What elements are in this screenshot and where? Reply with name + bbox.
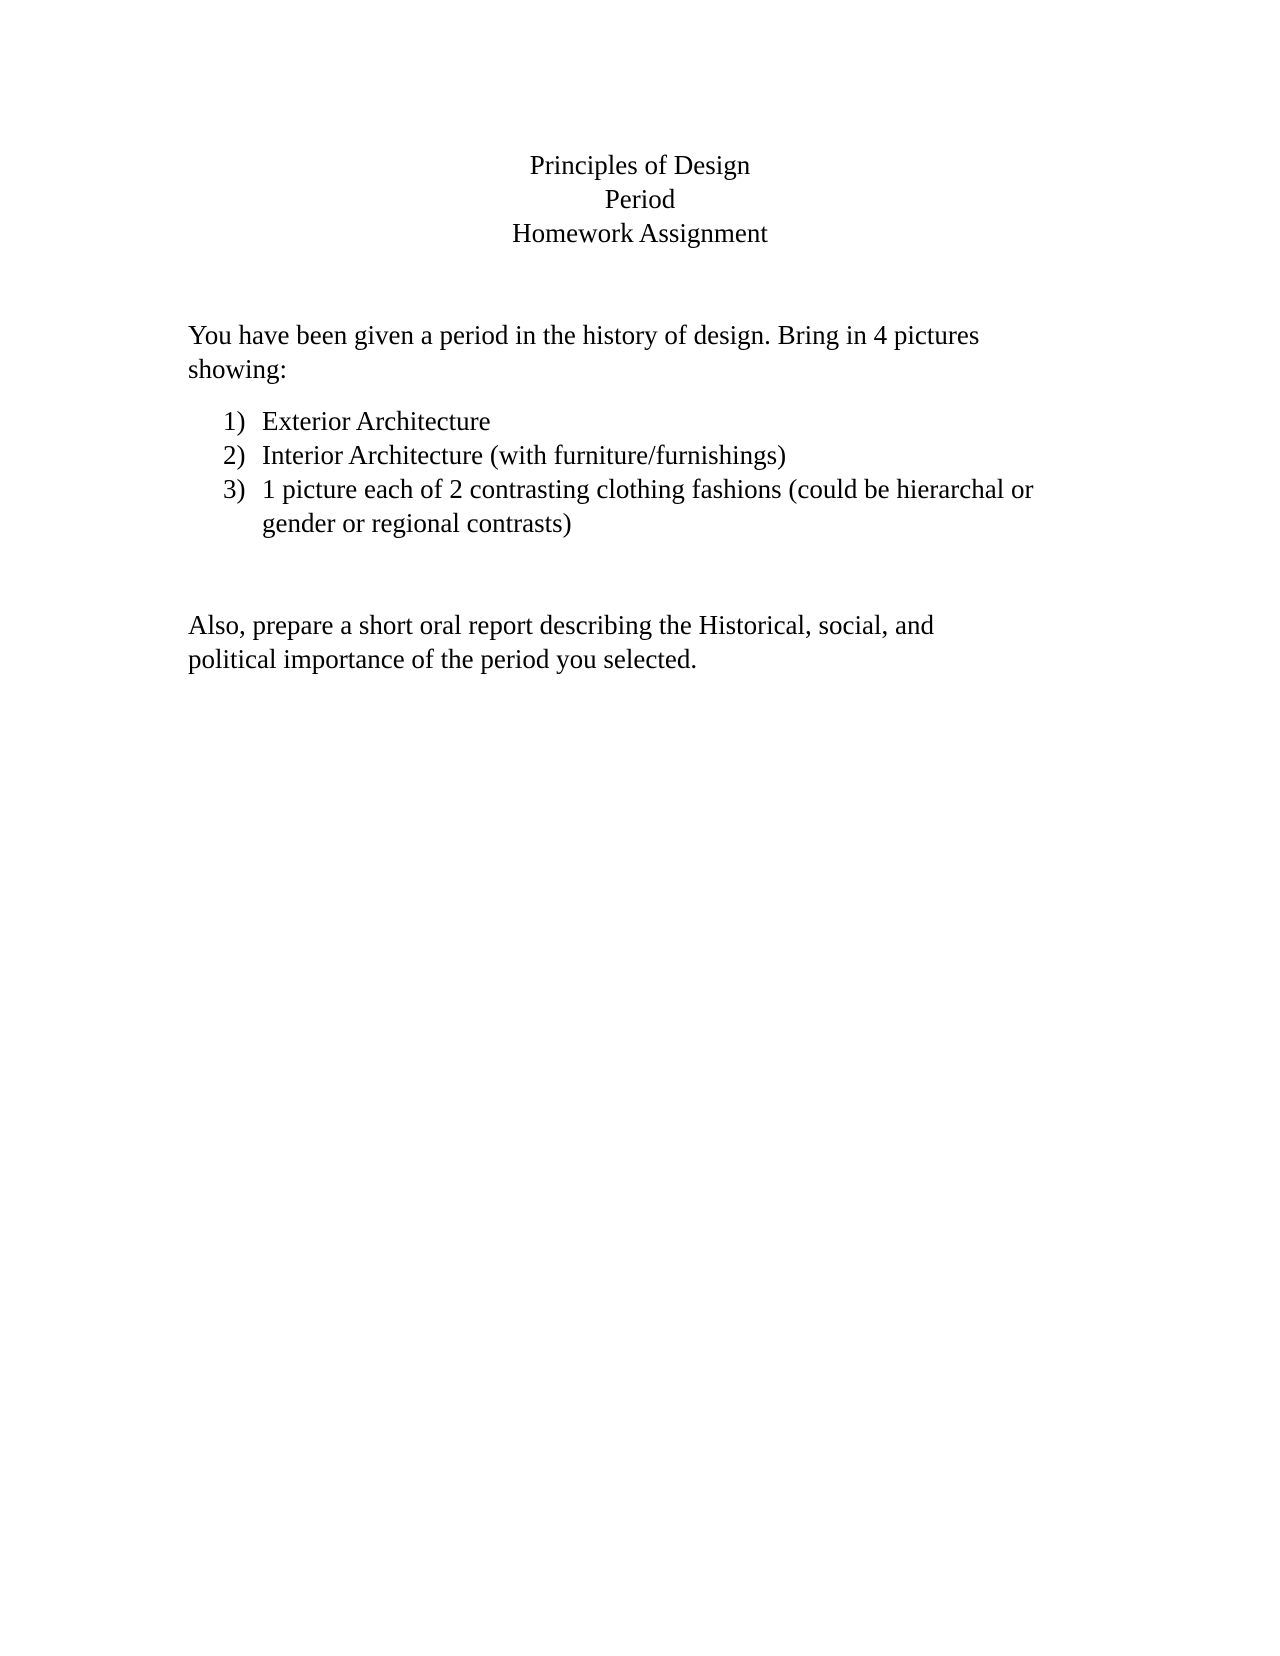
document-title: Principles of Design [529,150,751,180]
closing-paragraph: Also, prepare a short oral report describing the Historical, social, and political importance of the period you selected. [188,610,935,674]
list-item-number: 2) [223,440,246,470]
list-item-number: 3) [223,474,246,504]
title-block [0,148,1280,250]
list-item [188,404,1062,438]
requirements-list [188,404,1088,540]
list-item-text: 1 picture each of 2 contrasting clothing fashions (could be hierarchal or gender or regional contrasts) [262,474,1034,538]
intro-paragraph: You have been given a period in the history of design. Bring in 4 pictures showing: [188,320,980,384]
list-item-number: 1) [223,406,246,436]
list-item [188,472,1062,540]
document-type: Homework Assignment [512,218,768,248]
list-item-text: Interior Architecture (with furniture/furnishings) [262,440,787,470]
list-item [188,438,1062,472]
assignment-content [188,318,1088,676]
document-subtitle: Period [604,184,676,214]
list-item-text: Exterior Architecture [262,406,491,436]
